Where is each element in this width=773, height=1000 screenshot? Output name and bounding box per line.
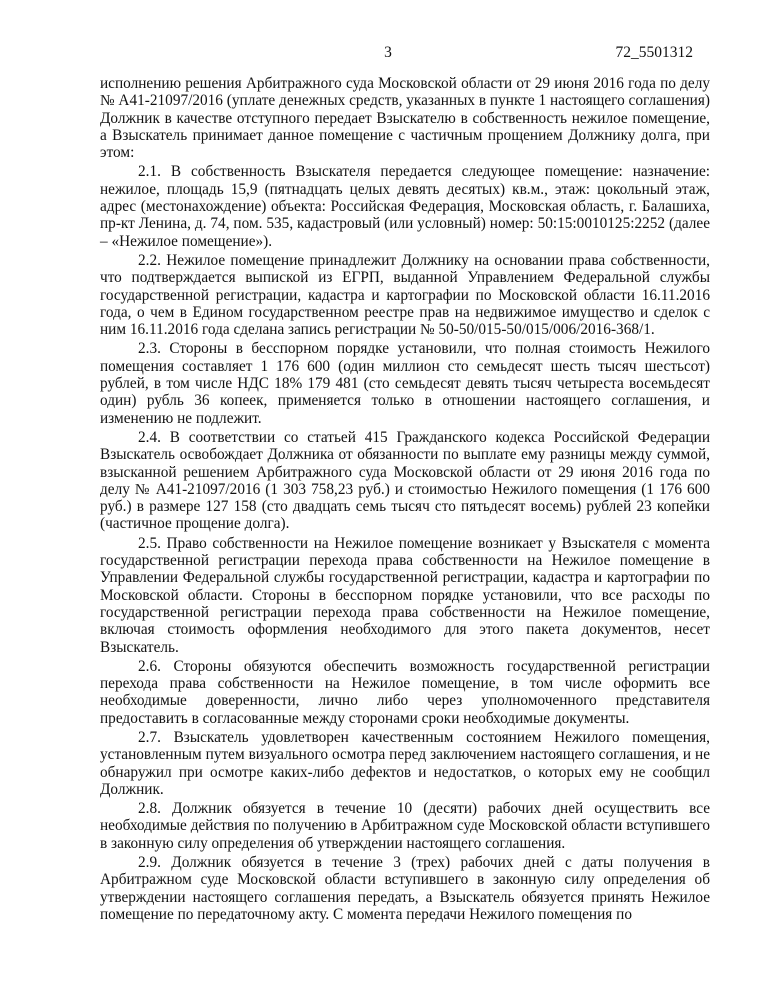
clause-2-2: 2.2. Нежилое помещение принадлежит Должнику на основании права собственности, что подтверждается выпиской из ЕГРП, выданной Управлением Федеральной службы государственной регистрации, кадастра и картографии по Московской области 16.11.2016 года, о чем в Едином государственном реестре прав на недвижимое имущество и сделок с ним 16.11.2016 года сделана запись регистрации № 50-50/015-50/015/006/2016-368/1. [100, 251, 710, 339]
clause-2-5: 2.5. Право собственности на Нежилое помещение возникает у Взыскателя с момента государственной регистрации перехода права собственности на Нежилое помещение в Управлении Федеральной службы государственной регистрации, кадастра и картографии по Московской области. Стороны в бесспорном порядке установили, что все расходы по государственной регистрации перехода права собственности на Нежилое помещение, включая стоимость оформления необходимого для этого пакета документов, несет Взыскатель. [100, 534, 710, 656]
clause-2-1: 2.1. В собственность Взыскателя передается следующее помещение: назначение: нежилое, площадь 15,9 (пятнадцать целых девять десятых) кв.м., этаж: цокольный этаж, адрес (местонахождение) объекта: Российская Федерация, Московская область, г. Балашиха, пр-кт Ленина, д. 74, пом. 535, кадастровый (или условный) номер: 50:15:0010125:2252 (далее – «Нежилое помещение»). [100, 163, 710, 250]
clause-2-4: 2.4. В соответствии со статьей 415 Гражданского кодекса Российской Федерации Взыскатель освобождает Должника от обязанности по выплате ему разницы между суммой, взысканной решением Арбитражного суда Московской области от 29 июня 2016 года по делу № А41-21097/2016 (1 303 758,23 руб.) и стоимостью Нежилого помещения (1 176 600 руб.) в размере 127 158 (сто двадцать семь тысяч сто пятьдесят восемь) рублей 23 копейки (частичное прощение долга). [100, 428, 710, 533]
clause-2-3: 2.3. Стороны в бесспорном порядке установили, что полная стоимость Нежилого помещения составляет 1 176 600 (один миллион сто семьдесят шесть тысяч шестьсот) рублей, в том числе НДС 18% 179 481 (сто семьдесят девять тысяч четыреста восемьдесят один) рубль 36 копеек, применяется только в отношении настоящего соглашения, и изменению не подлежит. [100, 340, 710, 427]
page-number: 3 [384, 44, 392, 61]
clause-2-7: 2.7. Взыскатель удовлетворен качественным состоянием Нежилого помещения, установленным путем визуального осмотра перед заключением настоящего соглашения, и не обнаружил при осмотре каких-либо дефектов и недостатков, о которых ему не сообщил Должник. [100, 728, 710, 798]
clause-2-6: 2.6. Стороны обязуются обеспечить возможность государственной регистрации перехода права собственности на Нежилое помещение, в том числе оформить все необходимые доверенности, лично либо через уполномоченного представителя предоставить в согласованные между сторонами сроки необходимые документы. [100, 657, 710, 727]
document-id: 72_5501312 [615, 44, 693, 61]
clause-2-8: 2.8. Должник обязуется в течение 10 (десяти) рабочих дней осуществить все необходимые действия по получению в Арбитражном суде Московской области вступившего в законную силу определения об утверждении настоящего соглашения. [100, 800, 710, 852]
intro-paragraph: исполнению решения Арбитражного суда Московской области от 29 июня 2016 года по делу № А41-21097/2016 (уплате денежных средств, указанных в пункте 1 настоящего соглашения) Должник в качестве отступного передает Взыскателю в собственность нежилое помещение, а Взыскатель принимает данное помещение с частичным прощением Должнику долга, при этом: [100, 75, 710, 162]
clause-2-9: 2.9. Должник обязуется в течение 3 (трех) рабочих дней с даты получения в Арбитражном суде Московской области вступившего в законную силу определения об утверждении настоящего соглашения передать, а Взыскатель обязуется принять Нежилое помещение по передаточному акту. С момента передачи Нежилого помещения по [100, 854, 710, 923]
body-text [100, 75, 710, 923]
